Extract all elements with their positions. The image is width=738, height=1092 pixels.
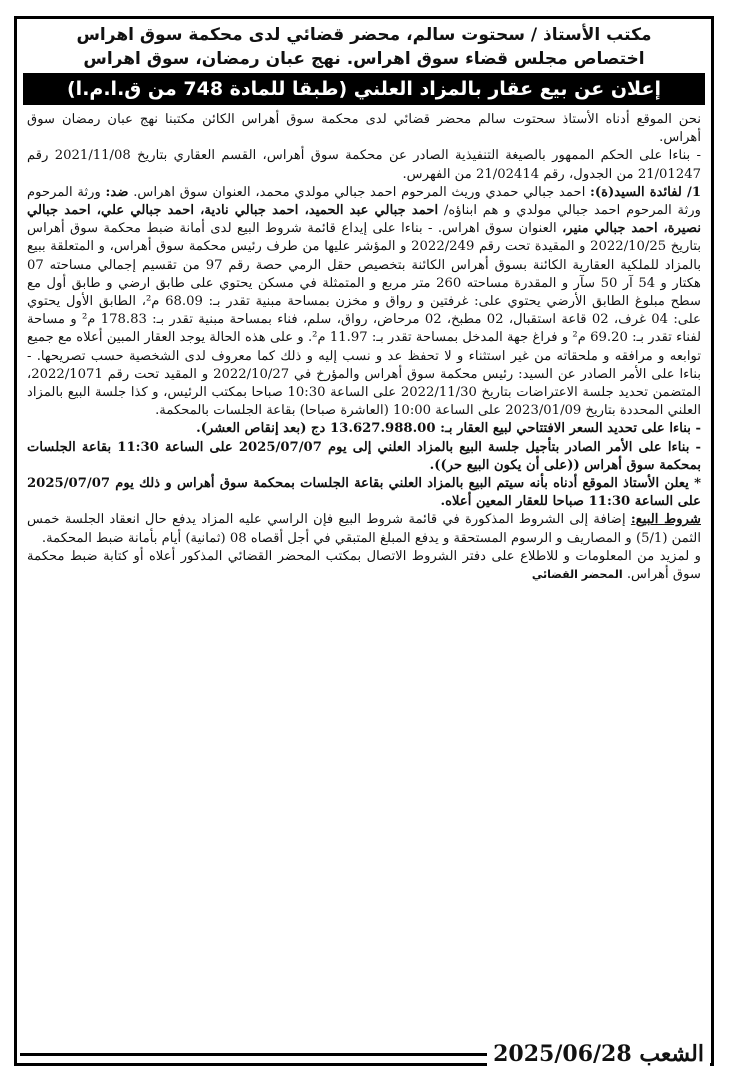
property-description: العنوان سوق اهراس. - بناءا على إيداع قائمة شروط البيع لدى أمانة ضبط محكمة سوق أهراس بتاريخ 2022/10/25 و المقيدة تحت رقم 2022/249 و المؤشر عليها من طرف رئيس محكمة سوق أهراس، و المتعلقة ببيع بالمزاد للملكية العقارية الكائنة بسوق أهراس الكائنة بتخصيص حقل الرمي حصة رقم 97 من تقسيم إجمالي مساحته 07 هكتار و 54 آر 50 سآر و المقدرة مساحته 260 متر مربع و المتمثلة في مسكن يحتوي على طابق ارضي و طابق أول مع سطح مبلوغ الطابق الأرضي يحتوي على: غرفتين و رواق و مخزن بمساحة مبنية تقدر بـ: 68.09 م²، الطابق الأول يحتوي على: 04 غرف، 02 قاعة استقبال، 02 مطبخ، 02 مرحاض، رواق، سلم، فناء بمساحة مبنية تقدر بـ: 178.83 م² و مساحة لفناء تقدر بـ: 69.20 م² و فراغ جهة المدخل بمساحة تقدر بـ: 11.97 م². و على هذه الحالة يوجد العقار المبين أعلاه مع جميع توابعه و مرافقه و ملحقاته من غير استثناء و لا تحفظ عد و نسب إليه و ذلك كما معروف لدى الشخصية حسب تصريحها. - بناءا على الأمر الصادر عن السيد: رئيس محكمة سوق أهراس والمؤرخ في 2022/10/27 و المقيد تحت رقم 2022/1071، المتضمن تحديد جلسة الاعتراضات بتاريخ 2022/11/30 على الساعة 10:30 صباحا بمكتب الرئيس، و كذا جلسة البيع بالمزاد العلني المحددة بتاريخ 2023/01/09 على الساعة 10:00 (العاشرة صباحا) بقاعة الجلسات بالمحكمة. [27, 221, 702, 419]
heirs-text: ورثة المرحوم ورثة المرحوم احمد جبالي مولدي و هم ابناؤه/ [27, 184, 701, 219]
sale-conditions-text: إضافة إلى الشروط المذكورة في قائمة شروط البيع فإن الراسي عليه المزاد يدفع حال انعقاد الجلسة خمس الثمن (5/1) و المصاريف و الرسوم المستحقة و يدفع المبلغ المتبقي في أجل أقصاه 08 (ثمانية) أيام بأمانة ضبط المحكمة. [27, 512, 701, 546]
paragraph-parties [27, 184, 701, 421]
paragraph-judgment: - بناءا على الحكم الممهور بالصيغة التنفيذية الصادر عن محكمة سوق أهراس، القسم العقاري بتاريخ 2021/11/08 رقم 21/01247 من الجدول، رقم 21/02414 من الفهرس. [27, 148, 701, 182]
notice-header [17, 19, 711, 71]
office-address: اختصاص مجلس قضاء سوق اهراس. نهج عبان رمضان، سوق اهراس [83, 49, 645, 69]
paragraph-sale-conditions [27, 511, 701, 547]
bailiff-signature: المحضر القضائي [531, 568, 623, 582]
against-label: ضد: [105, 184, 129, 200]
beneficiary-text: احمد جبالي حمدي وريث المرحوم احمد جبالي مولدي محمد، العنوان سوق اهراس. [128, 184, 591, 200]
paragraph-contact [27, 548, 701, 584]
contact-text: و لمزيد من المعلومات و للاطلاع على دفتر الشروط الاتصال بمكتب المحضر القضائي المذكور أعلاه أو كتابة ضبط محكمة سوق أهراس. [27, 548, 701, 583]
office-name: مكتب الأستاذ / سحتوت سالم، محضر قضائي لدى محكمة سوق اهراس [76, 25, 652, 45]
publication-footer [487, 1040, 710, 1068]
paragraph-postponement: - بناءا على الأمر الصادر بتأجيل جلسة البيع بالمزاد العلني إلى يوم 2025/07/07 على الساعة 11:30 بقاعة الجلسات بمحكمة سوق أهراس ((على أن يكون البيع حر)). [27, 439, 701, 473]
heirs-names: احمد جبالي عبد الحميد، احمد جبالي نادية، احمد جبالي علي، احمد جبالي نصيرة، احمد جبالي منير، [27, 203, 701, 237]
paragraph-announcement: * يعلن الأستاذ الموقع أدناه بأنه سيتم البيع بالمزاد العلني بقاعة الجلسات بمحكمة سوق أهراس و ذلك يوم 2025/07/07 على الساعة 11:30 صباحا للعقار المعين أعلاه. [27, 476, 701, 510]
notice-body [17, 105, 711, 584]
legal-notice [14, 16, 714, 1066]
beneficiary-label: 1/ لفائدة السيد(ة): [590, 184, 701, 200]
newspaper-name: الشعب [639, 1041, 704, 1067]
paragraph-opening-price: - بناءا على تحديد السعر الافتتاحي لبيع العقار بـ: 13.627.988.00 دج (بعد إنقاص العشر). [196, 421, 701, 437]
publication-date: 2025/06/28 [493, 1041, 632, 1067]
sale-conditions-label: شروط البيع: [630, 512, 701, 528]
notice-title-banner: إعلان عن بيع عقار بالمزاد العلني (طبقا للمادة 748 من ق.ا.م.ا) [23, 73, 705, 105]
paragraph-intro: نحن الموقع أدناه الأستاذ سحتوت سالم محضر قضائي لدى محكمة سوق أهراس الكائن مكتبنا نهج عبان رمضان سوق أهراس. [27, 112, 701, 146]
